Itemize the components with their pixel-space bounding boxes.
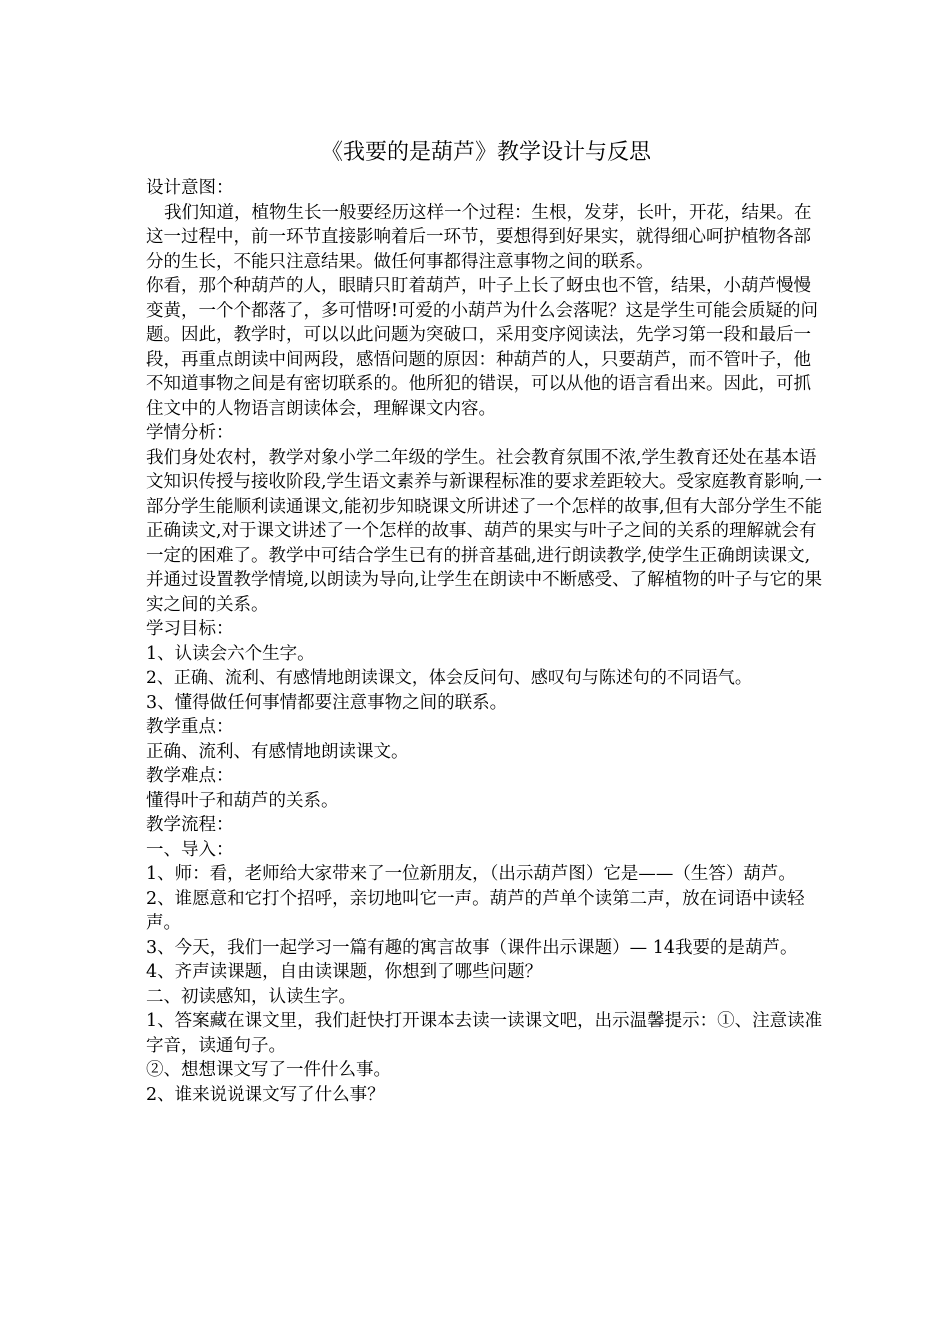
document-title: 《我要的是葫芦》教学设计与反思: [320, 140, 651, 165]
subsection-heading-introduction: 一、导入：: [146, 839, 234, 860]
paragraph-key-points: 正确、流利、有感情地朗读课文。: [146, 741, 409, 762]
list-item-intro-1: 1、师：看，老师给大家带来了一位新朋友，（出示葫芦图）它是——（生答）葫芦。: [146, 864, 796, 884]
list-item-intro-2: 2、谁愿意和它打个招呼，亲切地叫它一声。葫芦的芦单个读第二声，放在词语中读轻声。: [146, 888, 805, 933]
paragraph-design-intent-1: 我们知道，植物生长一般要经历这样一个过程：生根，发芽，长叶，开花，结果。在这一过程中，前一环节直接影响着后一环节，要想得到好果实，就得细心呵护植物各部分的生长，不能只注意结果。做任何事都得注意事物之间的联系。: [146, 202, 812, 272]
list-item-goal-1: 1、认读会六个生字。: [146, 643, 315, 664]
section-heading-key-points: 教学重点：: [146, 717, 234, 737]
section-heading-design-intent: 设计意图：: [146, 178, 234, 198]
list-item-reading-1b: ②、想想课文写了一件什么事。: [146, 1060, 391, 1080]
section-heading-learning-goals: 学习目标：: [146, 619, 234, 639]
list-item-goal-2: 2、正确、流利、有感情地朗读课文，体会反问句、感叹句与陈述句的不同语气。: [146, 668, 752, 688]
list-item-intro-3: 3、今天，我们一起学习一篇有趣的寓言故事（课件出示课题）— 14我要的是葫芦。: [146, 937, 798, 958]
paragraph-student-analysis: 我们身处农村，教学对象小学二年级的学生。社会教育氛围不浓,学生教育还处在基本语文知识传授与接收阶段,学生语文素养与新课程标准的要求差距较大。受家庭教育影响,一部分学生能顺利读通课文,能初步知晓课文所讲述了一个怎样的故事,但有大部分学生不能正确读文,对于课文讲述了一个怎样的故事、葫芦的果实与叶子之间的关系的理解就会有一定的困难了。教学中可结合学生已有的拼音基础,进行朗读教学,使学生正确朗读课文,并通过设置教学情境,以朗读为导向,让学生在朗读中不断感受、了解植物的叶子与它的果实之间的关系。: [146, 447, 823, 615]
paragraph-design-intent-2: 你看，那个种葫芦的人，眼睛只盯着葫芦，叶子上长了蚜虫也不管，结果，小葫芦慢慢变黄，一个个都落了，多可惜呀!可爱的小葫芦为什么会落呢？这是学生可能会质疑的问题。因此，教学时，可以以此问题为突破口，采用变序阅读法，先学习第一段和最后一段，再重点朗读中间两段，感悟问题的原因：种葫芦的人，只要葫芦，而不管叶子，他不知道事物之间是有密切联系的。他所犯的错误，可以从他的语言看出来。因此，可抓住文中的人物语言朗读体会，理解课文内容。: [146, 276, 819, 419]
document-page: [146, 138, 826, 1107]
section-heading-teaching-process: 教学流程：: [146, 815, 234, 835]
list-item-goal-3: 3、懂得做任何事情都要注意事物之间的联系。: [146, 692, 508, 713]
list-item-reading-1: 1、答案藏在课文里，我们赶快打开课本去读一读课文吧，出示温馨提示：①、注意读准字音，读通句子。: [146, 1011, 823, 1056]
list-item-intro-4: 4、齐声读课题，自由读课题，你想到了哪些问题？: [146, 962, 543, 982]
paragraph-difficulties: 懂得叶子和葫芦的关系。: [146, 790, 339, 811]
section-heading-student-analysis: 学情分析：: [146, 423, 234, 443]
subsection-heading-first-reading: 二、初读感知，认读生字。: [146, 986, 356, 1007]
list-item-reading-2: 2、谁来说说课文写了什么事？: [146, 1084, 385, 1105]
section-heading-difficulties: 教学难点：: [146, 766, 234, 786]
